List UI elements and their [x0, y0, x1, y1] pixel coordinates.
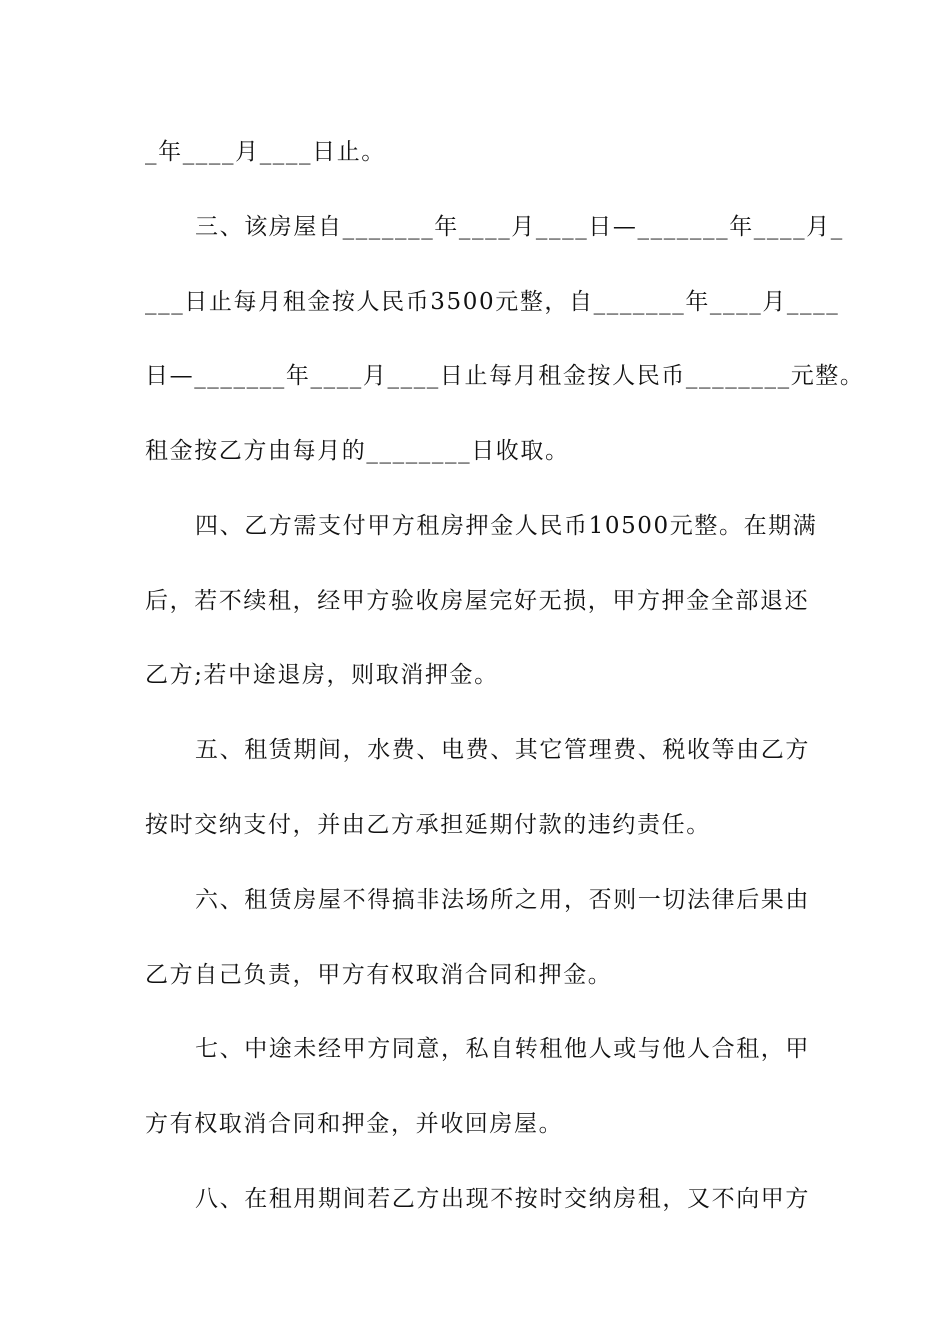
clause-4-line-2: 后，若不续租，经甲方验收房屋完好无损，甲方押金全部退还: [145, 588, 810, 614]
clause-6-line-1: 六、租赁房屋不得搞非法场所之用，否则一切法律后果由: [195, 887, 810, 913]
clause-3-line-2: ___日止每月租金按人民币3500元整，自_______年____月____: [145, 289, 840, 315]
clause-8-line-1: 八、在租用期间若乙方出现不按时交纳房租，又不向甲方: [195, 1186, 810, 1212]
clause-3-line-1: 三、该房屋自_______年____月____日—_______年____月_: [195, 214, 844, 240]
clause-6-line-2: 乙方自己负责，甲方有权取消合同和押金。: [145, 962, 613, 988]
clause-5-line-2: 按时交纳支付，并由乙方承担延期付款的违约责任。: [145, 812, 711, 838]
clause-5-line-1: 五、租赁期间，水费、电费、其它管理费、税收等由乙方: [195, 737, 810, 763]
clause-4-line-1: 四、乙方需支付甲方租房押金人民币10500元整。在期满: [195, 513, 818, 539]
clause-3-line-4: 租金按乙方由每月的________日收取。: [145, 438, 570, 464]
clause-4-line-3: 乙方;若中途退房，则取消押金。: [145, 662, 499, 688]
clause-3-line-3: 日—_______年____月____日止每月租金按人民币________元整。: [145, 363, 865, 389]
text-line-1: _年____月____日止。: [145, 139, 386, 165]
clause-7-line-1: 七、中途未经甲方同意，私自转租他人或与他人合租，甲: [195, 1036, 810, 1062]
clause-7-line-2: 方有权取消合同和押金，并收回房屋。: [145, 1111, 564, 1137]
